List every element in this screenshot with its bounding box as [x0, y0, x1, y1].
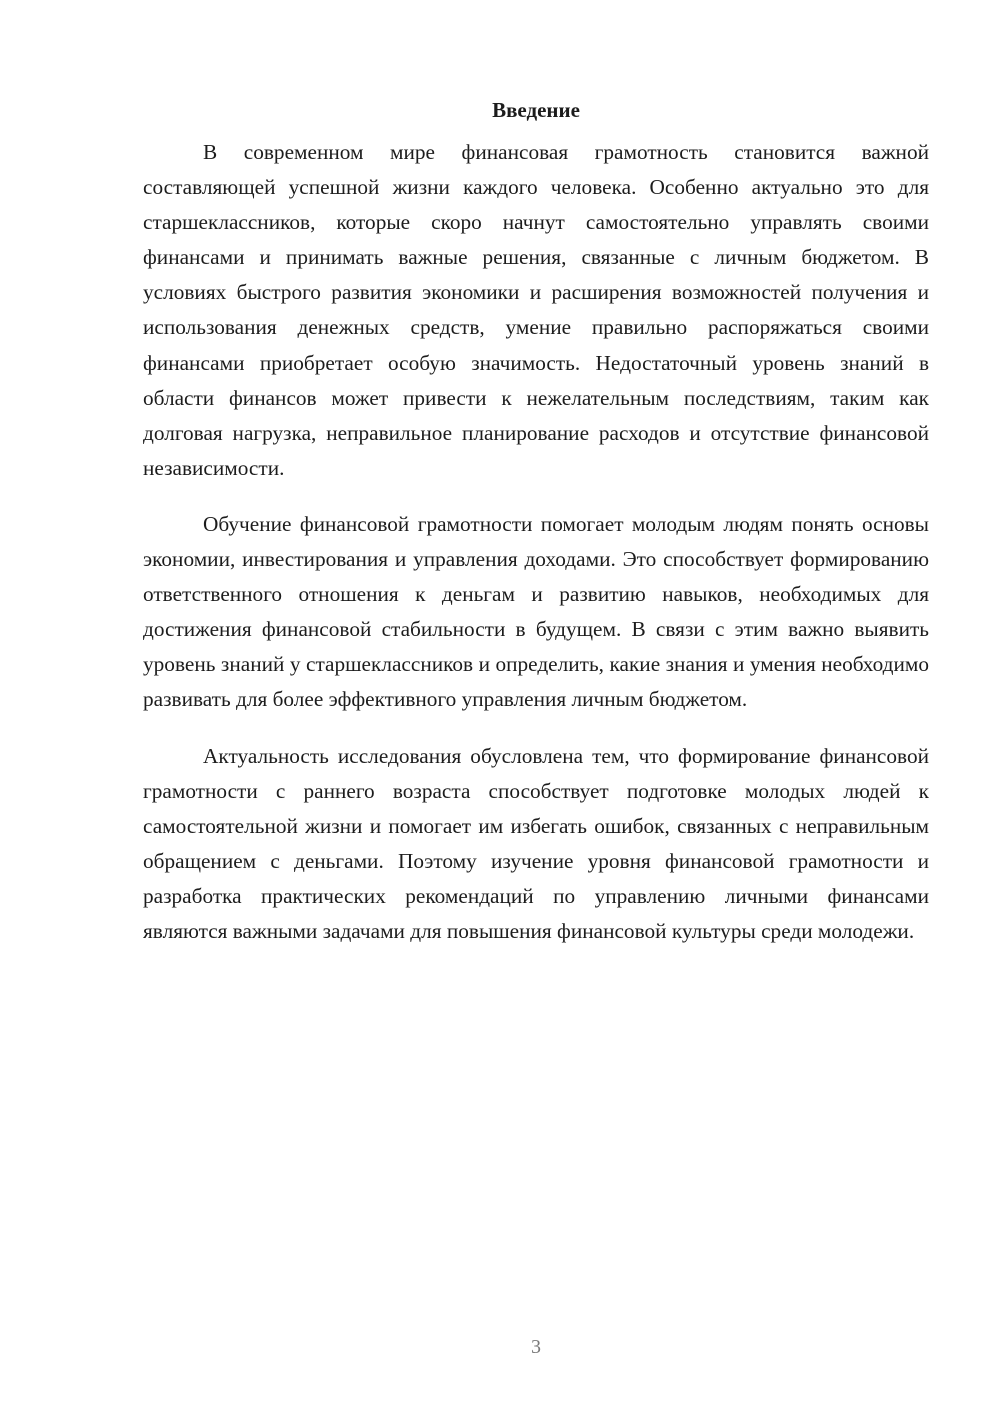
- paragraph-2: Обучение финансовой грамотности помогает молодым людям понять основы экономии, инвестирования и управления доходами. Это способствует формированию ответственного отношения к деньгам и развитию навыков, необходимых для достижения финансовой стабильности в будущем. В связи с этим важно выявить уровень знаний у старшеклассников и определить, какие знания и умения необходимо развивать для более эффективного управления личным бюджетом.: [143, 511, 929, 712]
- section-heading: Введение: [492, 98, 580, 122]
- paragraph-1: В современном мире финансовая грамотность становится важной составляющей успешной жизни каждого человека. Особенно актуально это для старшеклассников, которые скоро начнут самостоятельно управлять своими финансами и принимать важные решения, связанные с личным бюджетом. В условиях быстрого развития экономики и расширения возможностей получения и использования денежных средств, умение правильно распоряжаться своими финансами приобретает особую значимость. Недостаточный уровень знаний в области финансов может привести к нежелательным последствиям, таким как долговая нагрузка, неправильное планирование расходов и отсутствие финансовой независимости.: [143, 140, 929, 480]
- page-content: [143, 92, 929, 949]
- paragraph-3: Актуальность исследования обусловлена тем, что формирование финансовой грамотности с раннего возраста способствует подготовке молодых людей к самостоятельной жизни и помогает им избегать ошибок, связанных с неправильным обращением с деньгами. Поэтому изучение уровня финансовой грамотности и разработка практических рекомендаций по управлению личными финансами являются важными задачами для повышения финансовой культуры среди молодежи.: [143, 743, 929, 943]
- page-number: 3: [531, 1336, 541, 1358]
